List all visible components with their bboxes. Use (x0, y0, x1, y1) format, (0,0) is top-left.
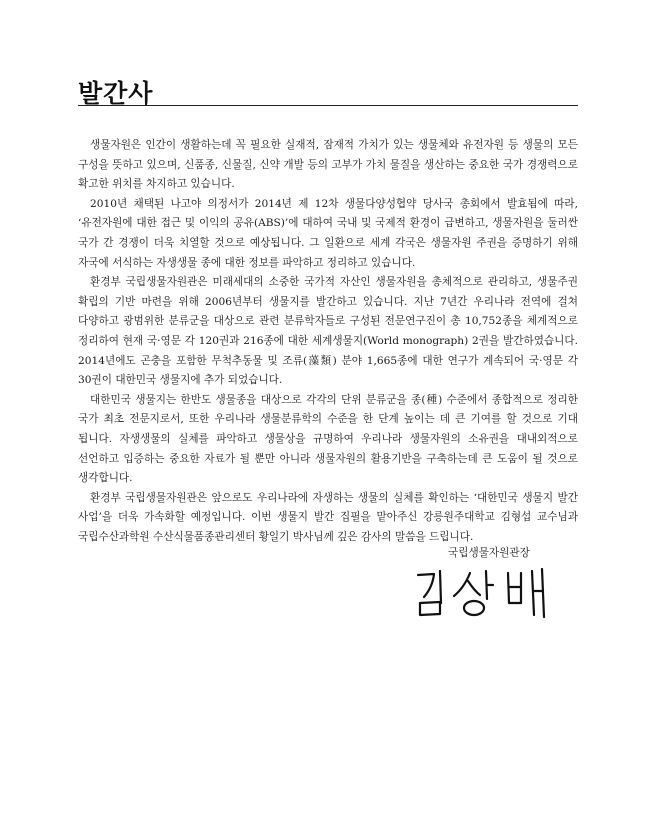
page-title: 발간사 (78, 79, 154, 108)
body-text (78, 136, 578, 547)
paragraph-2: 2010년 채택된 나고야 의정서가 2014년 제 12차 생물다양성협약 당사국 총회에서 발효됨에 따라, ‘유전자원에 대한 접근 및 이익의 공유(ABS)’에 대하여 국내 및 국제적 환경이 급변하고, 생물자원을 둘러싼 국가 간 경쟁이 더욱 치열할 것으로 예상됩니다. 그 일환으로 세계 각국은 생물자원 주권을 증명하기 위해 자국에 서식하는 자생생물 종에 대한 정보를 파악하고 정리하고 있습니다. (78, 197, 578, 269)
closing-title: 국립생물자원관장 (448, 547, 530, 559)
paragraph-4: 대한민국 생물지는 한반도 생물종을 대상으로 각각의 단위 분류군을 종(種) 수준에서 종합적으로 정리한 국가 최초 전문지로서, 또한 우리나라 생물분류학의 수준을 한 단계 높이는 데 큰 기여를 할 것으로 기대 됩니다. 자생생물의 실체를 파악하고 생물상을 규명하여 우리나라 생물자원의 소유권을 대내외적으로 선언하고 입증하는 중요한 자료가 될 뿐만 아니라 생물자원의 활용기반을 구축하는데 큰 도움이 될 것으로 생각합니다. (78, 393, 578, 485)
paragraph-5: 환경부 국립생물자원관은 앞으로도 우리나라에 자생하는 생물의 실체를 확인하는 ‘대한민국 생물지 발간 사업’을 더욱 가속화할 예정입니다. 이번 생물지 발간 집필을 맡아주신 강릉원주대학교 김형섭 교수님과 국립수산과학원 수산식물품종관리센터 황일기 박사님께 깊은 감사의 말씀을 드립니다. (78, 491, 578, 543)
title-divider (78, 105, 578, 106)
paragraph-1: 생물자원은 인간이 생활하는데 꼭 필요한 실재적, 잠재적 가치가 있는 생물체와 유전자원 등 생물의 모든 구성을 뜻하고 있으며, 신품종, 신물질, 신약 개발 등의 고부가 가치 물질을 생산하는 중요한 국가 경쟁력으로 확고한 위치를 차지하고 있습니다. (78, 139, 578, 191)
signature-image (400, 565, 550, 620)
paragraph-3: 환경부 국립생물자원관은 미래세대의 소중한 국가적 자산인 생물자원을 총체적으로 관리하고, 생물주권 확립의 기반 마련을 위해 2006년부터 생물지를 발간하고 있습니다. 지난 7년간 우리나라 전역에 걸쳐 다양하고 광범위한 분류군을 대상으로 관련 분류학자들로 구성된 전문연구진이 총 10,752종을 체계적으로 정리하여 현재 국·영문 각 120권과 216종에 대한 세계생물지(World monograph) 2권을 발간하였습니다. 2014년에도 곤충을 포함한 무척추동물 및 조류(藻類) 분야 1,665종에 대한 연구가 계속되어 국·영문 각 30권이 대한민국 생물지에 추가 되었습니다. (78, 276, 578, 387)
